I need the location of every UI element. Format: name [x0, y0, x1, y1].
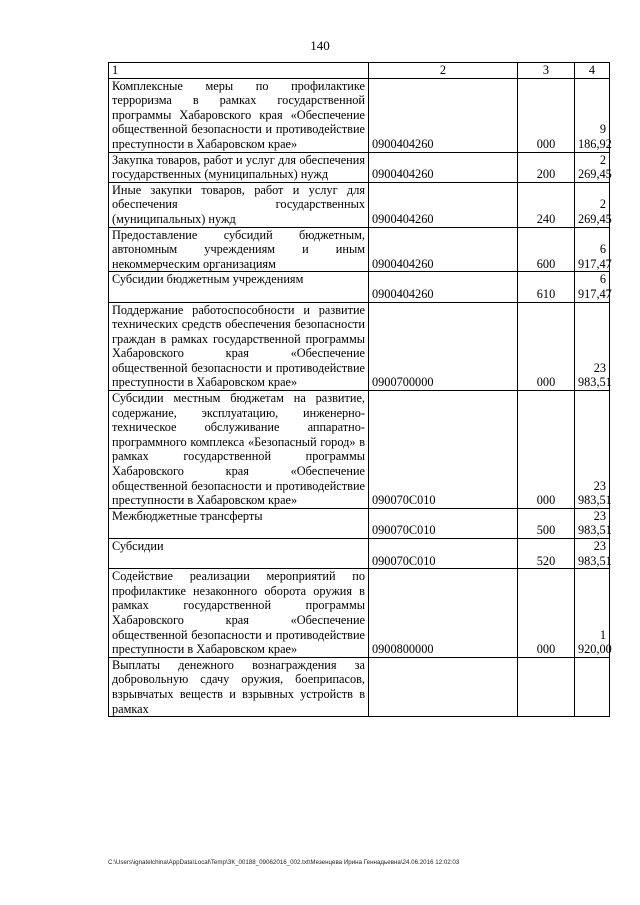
row-code-cell — [369, 657, 518, 716]
row-name-cell: Поддержание работоспособности и развитие технических средств обеспечения безопасности граждан в рамках государственной программы Хабаровского края «Обеспечение общественной безопасности и противодействие преступности в Хабаровском крае» — [109, 302, 369, 391]
table-header-row — [109, 63, 610, 79]
header-col-2: 2 — [369, 63, 518, 79]
row-code-cell: 0900800000 — [369, 569, 518, 658]
row-code-cell: 0900404260 — [369, 227, 518, 272]
budget-table — [108, 62, 610, 717]
row-code-cell: 0900404260 — [369, 182, 518, 227]
table-row — [109, 569, 610, 658]
row-type-cell: 600 — [518, 227, 575, 272]
row-name-cell: Выплаты денежного вознаграждения за добровольную сдачу оружия, боеприпасов, взрывчатых веществ и взрывных устройств в рамках — [109, 657, 369, 716]
row-type-cell: 240 — [518, 182, 575, 227]
table-row — [109, 302, 610, 391]
row-code-cell: 0900404260 — [369, 272, 518, 302]
table-row — [109, 539, 610, 569]
row-name-cell: Комплексные меры по профилактике терроризма в рамках государственной программы Хабаровского края «Обеспечение общественной безопасности и противодействие преступности в Хабаровском крае» — [109, 78, 369, 152]
row-name-cell: Межбюджетные трансферты — [109, 508, 369, 538]
row-name-cell: Закупка товаров, работ и услуг для обеспечения государственных (муниципальных) нужд — [109, 152, 369, 182]
row-name-cell: Субсидии местным бюджетам на развитие, содержание, эксплуатацию, инженерно-техническое обслуживание аппаратно-программного комплекса «Безопасный город» в рамках государственной программы Хабаровского края «Обеспечение общественной безопасности и противодействие преступности в Хабаровском крае» — [109, 391, 369, 509]
table-row — [109, 182, 610, 227]
file-path-footer: C:\Users\ignatelchina\AppData\Local\Temp\ЗК_00188_09062016_002.txt\Мезенцева Ирина Геннадьевна\24.06.2016 12:02:03 — [108, 859, 460, 866]
row-type-cell: 000 — [518, 302, 575, 391]
row-code-cell: 0900404260 — [369, 78, 518, 152]
row-code-cell: 0900700000 — [369, 302, 518, 391]
table-row — [109, 78, 610, 152]
row-name-cell: Субсидии — [109, 539, 369, 569]
row-amount-cell: 23 983,51 — [575, 302, 610, 391]
row-type-cell: 000 — [518, 391, 575, 509]
row-type-cell: 500 — [518, 508, 575, 538]
row-amount-cell: 23 983,51 — [575, 539, 610, 569]
header-col-1: 1 — [109, 63, 369, 79]
row-amount-cell: 23 983,51 — [575, 391, 610, 509]
table-row — [109, 508, 610, 538]
row-type-cell: 000 — [518, 78, 575, 152]
row-amount-cell: 1 920,00 — [575, 569, 610, 658]
row-name-cell: Иные закупки товаров, работ и услуг для обеспечения государственных (муниципальных) нужд — [109, 182, 369, 227]
row-code-cell: 090070С010 — [369, 539, 518, 569]
row-amount-cell: 2 269,45 — [575, 152, 610, 182]
row-name-cell: Содействие реализации мероприятий по профилактике незаконного оборота оружия в рамках государственной программы Хабаровского края «Обеспечение общественной безопасности и противодействие преступности в Хабаровском крае» — [109, 569, 369, 658]
row-name-cell: Субсидии бюджетным учреждениям — [109, 272, 369, 302]
row-type-cell — [518, 657, 575, 716]
page-number: 140 — [310, 38, 330, 53]
row-amount-cell: 23 983,51 — [575, 508, 610, 538]
table-row — [109, 272, 610, 302]
header-col-3: 3 — [518, 63, 575, 79]
row-code-cell: 0900404260 — [369, 152, 518, 182]
row-amount-cell — [575, 657, 610, 716]
row-code-cell: 090070С010 — [369, 391, 518, 509]
row-type-cell: 610 — [518, 272, 575, 302]
row-amount-cell: 6 917,47 — [575, 272, 610, 302]
table-row — [109, 227, 610, 272]
row-type-cell: 000 — [518, 569, 575, 658]
header-col-4: 4 — [575, 63, 610, 79]
row-type-cell: 520 — [518, 539, 575, 569]
row-amount-cell: 6 917,47 — [575, 227, 610, 272]
table-row — [109, 152, 610, 182]
table-row — [109, 391, 610, 509]
table-row — [109, 657, 610, 716]
row-code-cell: 090070С010 — [369, 508, 518, 538]
row-type-cell: 200 — [518, 152, 575, 182]
row-name-cell: Предоставление субсидий бюджетным, автономным учреждениям и иным некоммерческим организациям — [109, 227, 369, 272]
row-amount-cell: 2 269,45 — [575, 182, 610, 227]
row-amount-cell: 9 186,92 — [575, 78, 610, 152]
